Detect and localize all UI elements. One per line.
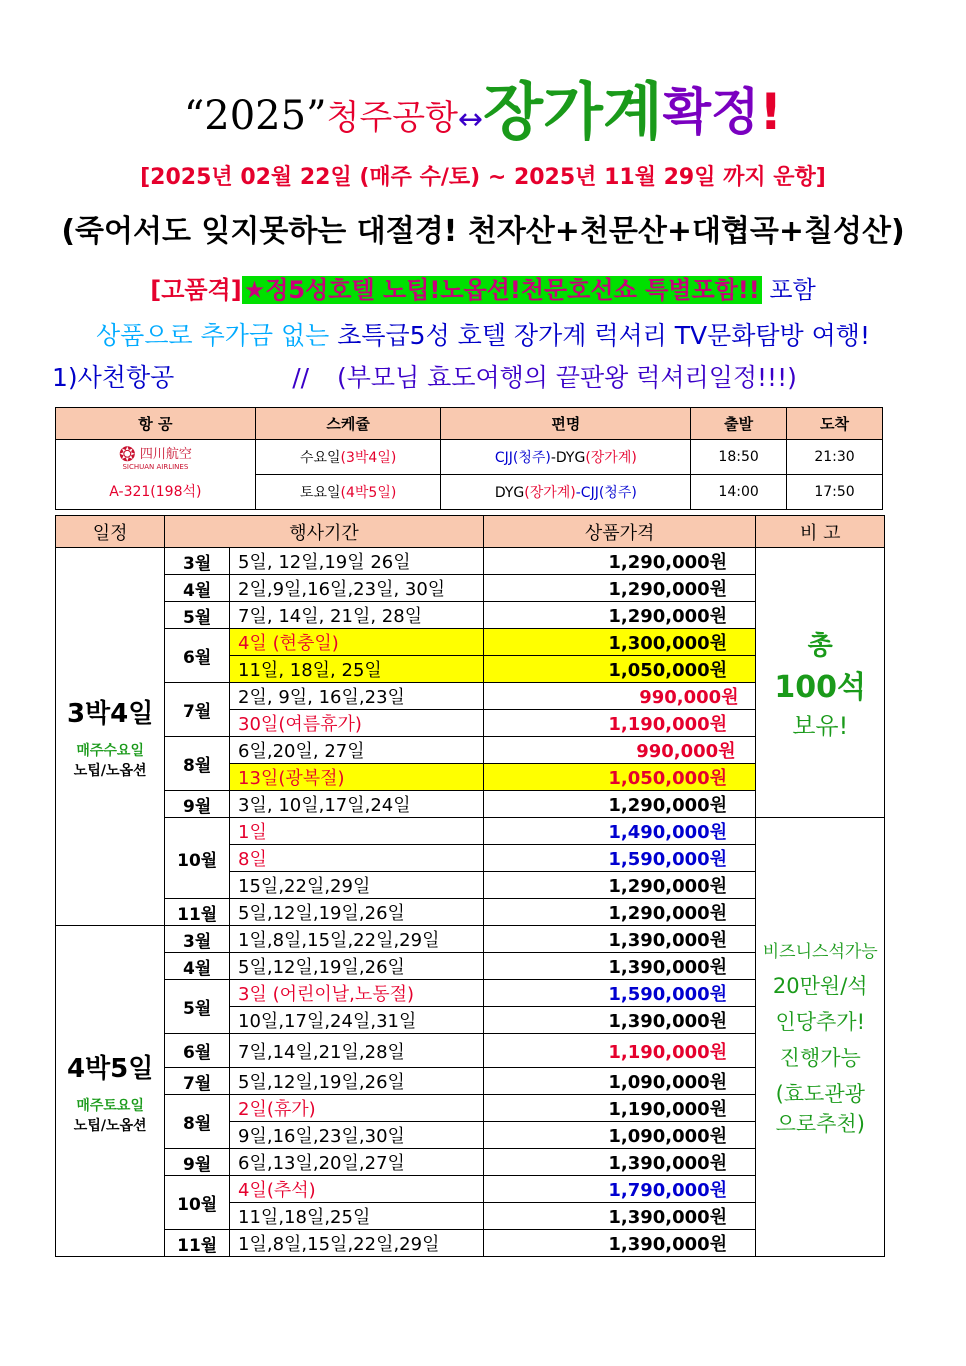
- note-seats: 총 100석 보유!: [756, 548, 885, 818]
- price-value: 1,390,000원: [608, 1011, 728, 1032]
- price-cell: [483, 710, 756, 737]
- dates-cell: 11일,18일,25일: [230, 1203, 484, 1230]
- dates-cell: 6일,13일,20일,27일: [230, 1149, 484, 1176]
- price-cell: [483, 656, 756, 683]
- dates-cell: 1일: [230, 818, 484, 845]
- sichuan-airlines-logo: ❂ 四川航空 SICHUAN AIRLINES: [118, 442, 192, 471]
- dates-cell: 4일 (현충일): [230, 629, 484, 656]
- price-value: 1,390,000원: [608, 1153, 728, 1174]
- price-value: 1,390,000원: [608, 957, 728, 978]
- price-cell: [483, 1034, 756, 1068]
- month-cell: 3월: [165, 926, 230, 953]
- schedule-cell: 토요일(4박5일): [255, 475, 441, 510]
- price-cell: [483, 1176, 756, 1203]
- price-cell: [483, 1149, 756, 1176]
- price-value: 1,190,000원: [608, 714, 728, 735]
- flight-number-cell: CJJ(청주)-DYG(장가계): [441, 440, 691, 475]
- departure-line: [52, 358, 797, 394]
- price-cell: [483, 845, 756, 872]
- price-value: 1,290,000원: [608, 552, 728, 573]
- departure-airline: 1)사천항공: [52, 363, 175, 392]
- grade-label: [고품격]: [150, 276, 242, 304]
- price-cell: [483, 791, 756, 818]
- schedule-table: [55, 515, 885, 1257]
- header-note: 비 고: [756, 516, 885, 548]
- operation-period: [2025년 02월 22일 (매주 수/토) ~ 2025년 11월 29일 까지 운항]: [140, 165, 826, 190]
- price-value: 1,190,000원: [608, 1099, 728, 1120]
- month-cell: 5월: [165, 980, 230, 1034]
- price-cell: [483, 1122, 756, 1149]
- dates-cell: 6일,20일, 27일: [230, 737, 484, 764]
- dates-cell: 15일,22일,29일: [230, 872, 484, 899]
- header-period: 행사기간: [165, 516, 483, 548]
- grade-line: [0, 270, 966, 305]
- price-value: 1,090,000원: [608, 1072, 728, 1093]
- price-value: 1,290,000원: [608, 903, 728, 924]
- month-cell: 4월: [165, 953, 230, 980]
- month-cell: 5월: [165, 602, 230, 629]
- arrival-time: 17:50: [787, 475, 883, 510]
- price-value: 1,050,000원: [608, 660, 728, 681]
- title-arrow: ↔: [457, 102, 484, 137]
- price-cell: [483, 980, 756, 1007]
- price-cell: [483, 926, 756, 953]
- dates-cell: 5일,12일,19일,26일: [230, 1068, 484, 1095]
- price-cell: [483, 683, 756, 710]
- price-value: 990,000원: [636, 741, 736, 762]
- desc-part3: 초특급5성 호텔 장가계 럭셔리 TV문화탐방 여행!: [337, 321, 870, 350]
- page-title: [0, 62, 966, 151]
- price-cell: [483, 1095, 756, 1122]
- price-value: 1,090,000원: [608, 1126, 728, 1147]
- month-cell: 6월: [165, 1034, 230, 1068]
- month-cell: 11월: [165, 1230, 230, 1257]
- dates-cell: 1일,8일,15일,22일,29일: [230, 926, 484, 953]
- header-itinerary: 일정: [56, 516, 165, 548]
- group-3n4d: 3박4일 매주수요일 노팁/노옵션: [56, 548, 165, 926]
- dates-cell: 9일,16일,23일,30일: [230, 1122, 484, 1149]
- price-cell: [483, 1068, 756, 1095]
- month-cell: 10월: [165, 1176, 230, 1230]
- price-value: 1,590,000원: [608, 849, 728, 870]
- price-cell: [483, 899, 756, 926]
- flight-table: [55, 407, 883, 510]
- dates-cell: 30일(여름휴가): [230, 710, 484, 737]
- title-route: 청주공항: [326, 98, 458, 138]
- departure-separator: //: [292, 363, 310, 392]
- dates-cell: 10일,17일,24일,31일: [230, 1007, 484, 1034]
- dates-cell: 1일,8일,15일,22일,29일: [230, 1230, 484, 1257]
- dates-cell: 2일(휴가): [230, 1095, 484, 1122]
- schedule-header-row: [56, 516, 885, 548]
- flight-number-cell: DYG(장가계)-CJJ(청주): [441, 475, 691, 510]
- dates-cell: 7일, 14일, 21일, 28일: [230, 602, 484, 629]
- flight-header-airline: 항 공: [56, 408, 256, 440]
- arrival-time: 21:30: [787, 440, 883, 475]
- flight-header-schedule: 스케쥴: [255, 408, 441, 440]
- title-confirmed: 확정: [662, 83, 760, 141]
- month-cell: 8월: [165, 1095, 230, 1149]
- price-value: 1,050,000원: [608, 768, 728, 789]
- month-cell: 8월: [165, 737, 230, 791]
- title-exclaim: !: [759, 83, 783, 141]
- title-year: “2025”: [183, 93, 327, 139]
- price-cell: [483, 737, 756, 764]
- dates-cell: 4일(추석): [230, 1176, 484, 1203]
- header-price: 상품가격: [483, 516, 756, 548]
- dates-cell: 2일,9일,16일,23일, 30일: [230, 575, 484, 602]
- flight-header-row: [56, 408, 883, 440]
- price-cell: [483, 872, 756, 899]
- flight-header-arrival: 도착: [787, 408, 883, 440]
- description-line: [0, 316, 966, 352]
- dates-cell: 13일(광복절): [230, 764, 484, 791]
- dates-cell: 7일,14일,21일,28일: [230, 1034, 484, 1068]
- price-cell: [483, 548, 756, 575]
- price-value: 1,290,000원: [608, 795, 728, 816]
- month-cell: 10월: [165, 818, 230, 899]
- dates-cell: 3일 (어린이날,노동절): [230, 980, 484, 1007]
- dates-cell: 3일, 10일,17일,24일: [230, 791, 484, 818]
- price-cell: [483, 575, 756, 602]
- departure-time: 14:00: [691, 475, 787, 510]
- price-value: 1,390,000원: [608, 930, 728, 951]
- note-business: 비즈니스석가능 20만원/석 인당추가! 진행가능 (효도관광 으로추천): [756, 818, 885, 1257]
- grade-suffix: 포함: [769, 276, 816, 304]
- price-cell: [483, 764, 756, 791]
- price-value: 1,390,000원: [608, 1234, 728, 1255]
- month-cell: 9월: [165, 791, 230, 818]
- dates-cell: 8일: [230, 845, 484, 872]
- dates-cell: 11일, 18일, 25일: [230, 656, 484, 683]
- price-value: 1,790,000원: [608, 1180, 728, 1201]
- desc-part2: 추가금 없는: [200, 321, 330, 350]
- airline-cell: [56, 440, 256, 510]
- price-value: 1,290,000원: [608, 606, 728, 627]
- month-cell: 9월: [165, 1149, 230, 1176]
- grade-highlight: ★정5성호텔 노팁!노옵션!천문호선쇼 특별포함!!: [243, 276, 760, 304]
- month-cell: 6월: [165, 629, 230, 683]
- desc-part1: 상품으로: [96, 321, 193, 350]
- departure-time: 18:50: [691, 440, 787, 475]
- dates-cell: 5일, 12일,19일 26일: [230, 548, 484, 575]
- price-cell: [483, 1007, 756, 1034]
- dates-cell: 5일,12일,19일,26일: [230, 899, 484, 926]
- month-cell: 7월: [165, 1068, 230, 1095]
- price-value: 1,490,000원: [608, 822, 728, 843]
- departure-comment: (부모님 효도여행의 끝판왕 럭셔리일정!!!): [337, 363, 797, 392]
- month-cell: 7월: [165, 683, 230, 737]
- price-cell: [483, 602, 756, 629]
- price-value: 1,290,000원: [608, 876, 728, 897]
- schedule-cell: 수요일(3박4일): [255, 440, 441, 475]
- price-value: 1,300,000원: [608, 633, 728, 654]
- month-cell: 4월: [165, 575, 230, 602]
- flight-header-departure: 출발: [691, 408, 787, 440]
- airline-bird-icon: ❂: [118, 442, 136, 466]
- title-destination: 장가계: [483, 75, 663, 148]
- aircraft-label: A-321(198석): [109, 484, 202, 500]
- headline: (죽어서도 잊지못하는 대절경! 천자산+천문산+대협곡+칠성산): [61, 214, 905, 249]
- price-value: 1,290,000원: [608, 579, 728, 600]
- price-value: 1,590,000원: [608, 984, 728, 1005]
- month-cell: 11월: [165, 899, 230, 926]
- price-value: 1,390,000원: [608, 1207, 728, 1228]
- flight-row: [56, 440, 883, 475]
- table-row: [56, 818, 885, 845]
- flight-header-flight: 편명: [441, 408, 691, 440]
- price-cell: [483, 953, 756, 980]
- group-4n5d: 4박5일 매주토요일 노팁/노옵션: [56, 926, 165, 1257]
- month-cell: 3월: [165, 548, 230, 575]
- price-value: 990,000원: [639, 687, 739, 708]
- dates-cell: 2일, 9일, 16일,23일: [230, 683, 484, 710]
- price-cell: [483, 1230, 756, 1257]
- price-cell: [483, 1203, 756, 1230]
- price-value: 1,190,000원: [608, 1041, 728, 1063]
- price-cell: [483, 818, 756, 845]
- price-cell: [483, 629, 756, 656]
- dates-cell: 5일,12일,19일,26일: [230, 953, 484, 980]
- table-row: [56, 548, 885, 575]
